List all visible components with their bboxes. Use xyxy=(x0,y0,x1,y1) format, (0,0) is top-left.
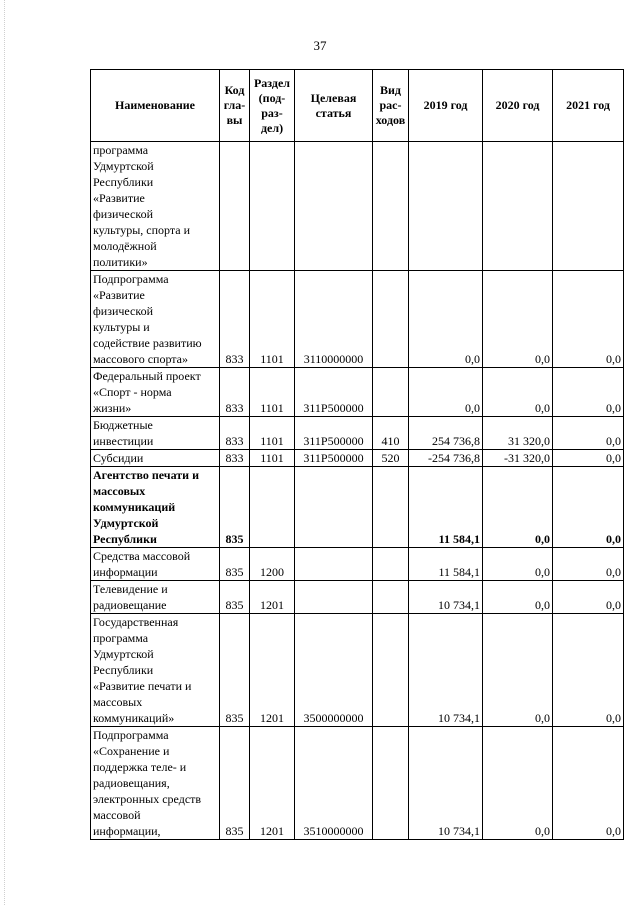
cell-2021: 0,0 xyxy=(553,417,624,450)
cell-target xyxy=(295,142,373,271)
header-2021: 2021 год xyxy=(553,70,624,142)
cell-vid xyxy=(373,368,409,417)
cell-section: 1200 xyxy=(250,548,295,581)
cell-section: 1201 xyxy=(250,581,295,614)
cell-name: Подпрограмма «Сохранение и поддержка теле- и радиовещания, электронных средств массовой информации, xyxy=(91,727,220,840)
cell-code: 833 xyxy=(220,368,250,417)
budget-table xyxy=(90,69,624,840)
table-body xyxy=(91,142,624,840)
cell-2019: -254 736,8 xyxy=(409,450,483,467)
cell-code: 833 xyxy=(220,417,250,450)
cell-vid: 520 xyxy=(373,450,409,467)
cell-vid xyxy=(373,142,409,271)
cell-target: 3510000000 xyxy=(295,727,373,840)
header-2020: 2020 год xyxy=(483,70,553,142)
table-row xyxy=(91,548,624,581)
cell-name: Подпрограмма «Развитие физической культуры и содействие развитию массового спорта» xyxy=(91,271,220,368)
cell-code xyxy=(220,142,250,271)
cell-2019: 10 734,1 xyxy=(409,581,483,614)
cell-code: 835 xyxy=(220,727,250,840)
cell-target xyxy=(295,467,373,548)
cell-vid xyxy=(373,548,409,581)
cell-code: 833 xyxy=(220,450,250,467)
table-header-row xyxy=(91,70,624,142)
table-row xyxy=(91,581,624,614)
cell-vid xyxy=(373,614,409,727)
cell-2019: 11 584,1 xyxy=(409,467,483,548)
header-target: Целевая статья xyxy=(295,70,373,142)
cell-vid: 410 xyxy=(373,417,409,450)
cell-2020: 0,0 xyxy=(483,727,553,840)
cell-2020: 0,0 xyxy=(483,581,553,614)
cell-target: 311P500000 xyxy=(295,450,373,467)
table-row xyxy=(91,271,624,368)
header-2019: 2019 год xyxy=(409,70,483,142)
cell-2019 xyxy=(409,142,483,271)
cell-2020 xyxy=(483,142,553,271)
cell-name: Телевидение и радиовещание xyxy=(91,581,220,614)
cell-name: Государственная программа Удмуртской Республики «Развитие печати и массовых коммуникаций» xyxy=(91,614,220,727)
cell-section: 1101 xyxy=(250,417,295,450)
cell-2019: 10 734,1 xyxy=(409,614,483,727)
cell-code: 835 xyxy=(220,614,250,727)
cell-2021: 0,0 xyxy=(553,271,624,368)
table-row xyxy=(91,727,624,840)
cell-2019: 11 584,1 xyxy=(409,548,483,581)
cell-2020: 0,0 xyxy=(483,271,553,368)
cell-2021: 0,0 xyxy=(553,727,624,840)
cell-2021: 0,0 xyxy=(553,450,624,467)
cell-code: 835 xyxy=(220,581,250,614)
cell-vid xyxy=(373,727,409,840)
cell-2020: 0,0 xyxy=(483,548,553,581)
cell-section: 1101 xyxy=(250,368,295,417)
cell-target: 311P500000 xyxy=(295,417,373,450)
cell-target: 311P500000 xyxy=(295,368,373,417)
cell-vid xyxy=(373,271,409,368)
cell-code: 835 xyxy=(220,548,250,581)
cell-name: программа Удмуртской Республики «Развитие физической культуры, спорта и молодёжной политики» xyxy=(91,142,220,271)
header-name: Наименование xyxy=(91,70,220,142)
header-vid: Вид рас- ходов xyxy=(373,70,409,142)
cell-name: Агентство печати и массовых коммуникаций Удмуртской Республики xyxy=(91,467,220,548)
cell-target xyxy=(295,548,373,581)
table-row xyxy=(91,142,624,271)
cell-2019: 0,0 xyxy=(409,368,483,417)
cell-2020: 0,0 xyxy=(483,368,553,417)
cell-2020: 0,0 xyxy=(483,614,553,727)
cell-code: 835 xyxy=(220,467,250,548)
table-row xyxy=(91,467,624,548)
cell-2021: 0,0 xyxy=(553,614,624,727)
table-row xyxy=(91,450,624,467)
cell-2021: 0,0 xyxy=(553,368,624,417)
cell-name: Субсидии xyxy=(91,450,220,467)
cell-2021: 0,0 xyxy=(553,581,624,614)
cell-name: Средства массовой информации xyxy=(91,548,220,581)
cell-2019: 10 734,1 xyxy=(409,727,483,840)
cell-section: 1101 xyxy=(250,271,295,368)
cell-section xyxy=(250,142,295,271)
cell-name: Бюджетные инвестиции xyxy=(91,417,220,450)
cell-target: 3110000000 xyxy=(295,271,373,368)
cell-2019: 0,0 xyxy=(409,271,483,368)
cell-code: 833 xyxy=(220,271,250,368)
cell-2020: 0,0 xyxy=(483,467,553,548)
cell-vid xyxy=(373,467,409,548)
cell-2021 xyxy=(553,142,624,271)
cell-2020: -31 320,0 xyxy=(483,450,553,467)
header-section: Раздел (под- раз- дел) xyxy=(250,70,295,142)
header-code: Код гла- вы xyxy=(220,70,250,142)
cell-section xyxy=(250,467,295,548)
page-edge-line xyxy=(4,0,5,905)
table-row xyxy=(91,368,624,417)
cell-target xyxy=(295,581,373,614)
page-number: 37 xyxy=(313,38,327,53)
cell-section: 1201 xyxy=(250,614,295,727)
table-row xyxy=(91,614,624,727)
cell-section: 1101 xyxy=(250,450,295,467)
cell-2020: 31 320,0 xyxy=(483,417,553,450)
cell-target: 3500000000 xyxy=(295,614,373,727)
table-row xyxy=(91,417,624,450)
cell-name: Федеральный проект «Спорт - норма жизни» xyxy=(91,368,220,417)
cell-2019: 254 736,8 xyxy=(409,417,483,450)
cell-section: 1201 xyxy=(250,727,295,840)
cell-vid xyxy=(373,581,409,614)
cell-2021: 0,0 xyxy=(553,467,624,548)
cell-2021: 0,0 xyxy=(553,548,624,581)
